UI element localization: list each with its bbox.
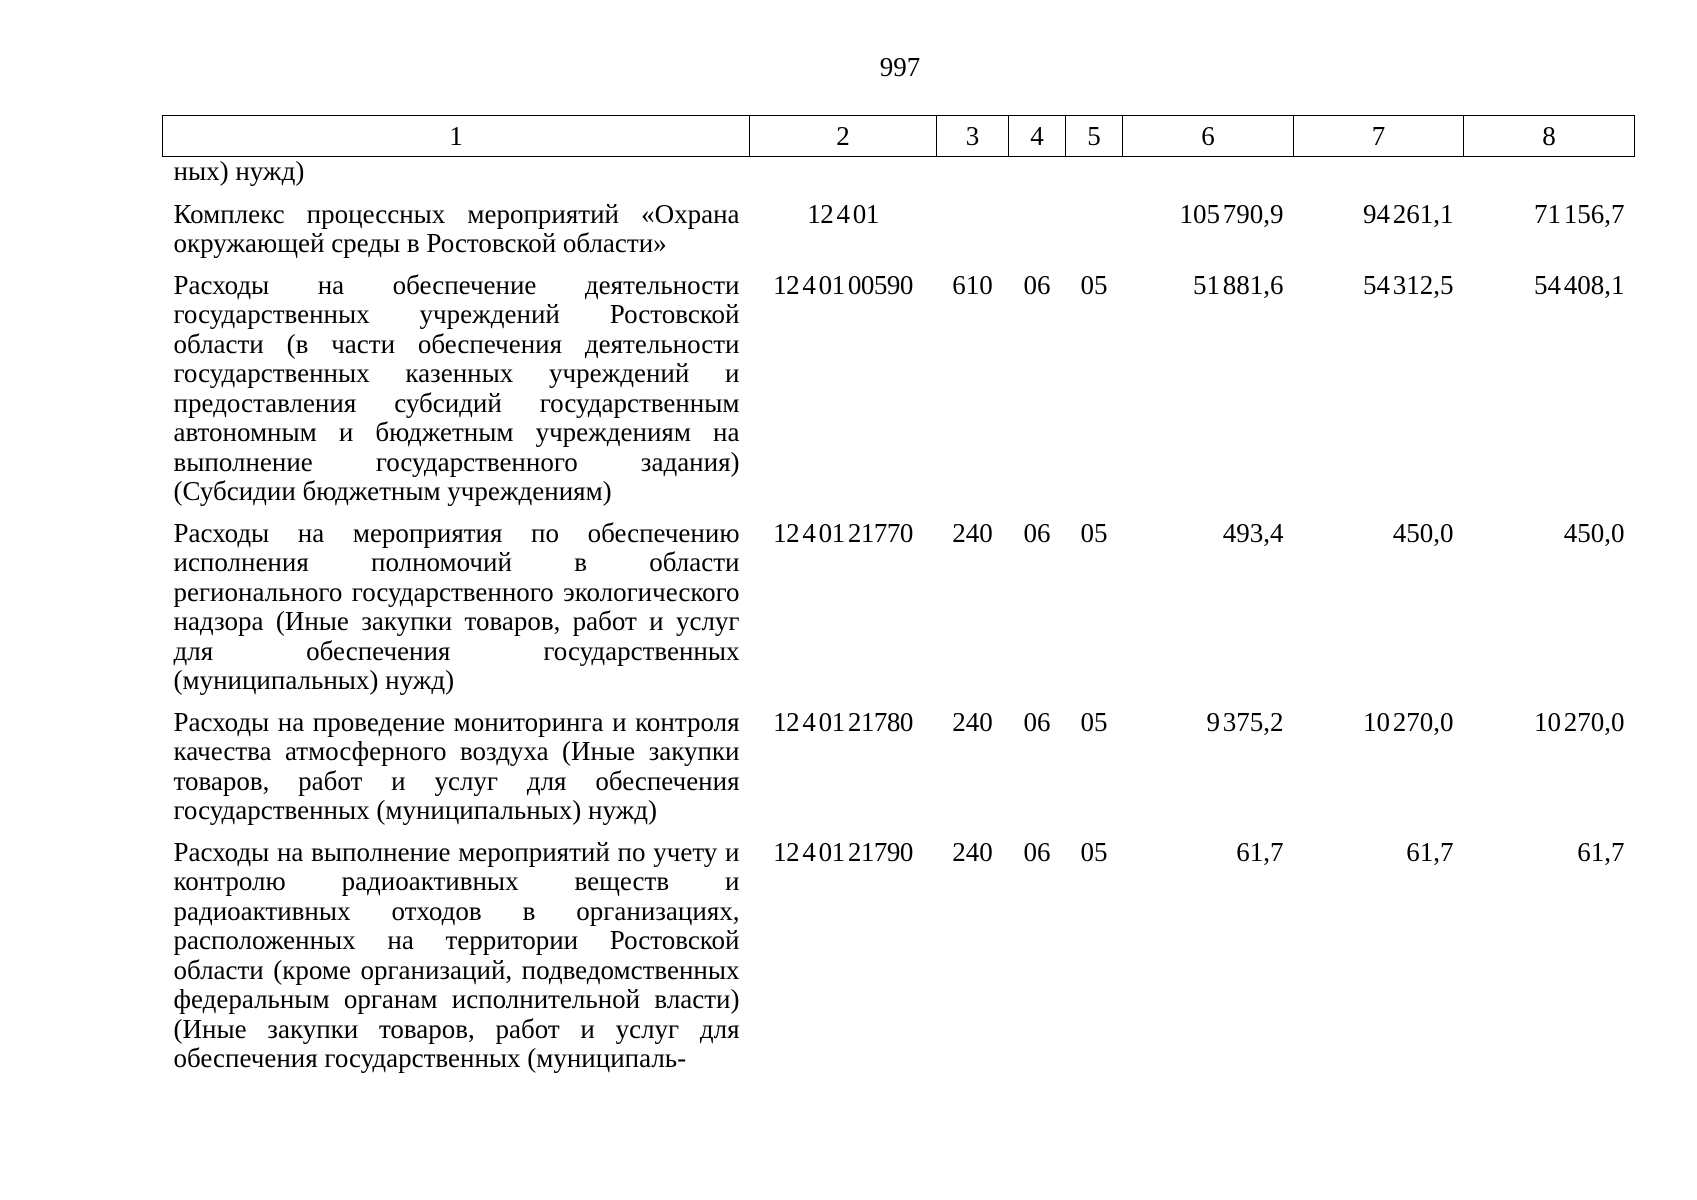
table-row	[163, 838, 1635, 1086]
table-row	[163, 519, 1635, 708]
row-name: Комплекс процессных мероприятий «Охрана окружающей среды в Ростовской области»	[173, 198, 740, 258]
row-vr: 240	[952, 517, 993, 548]
row-value-col8: 61,7	[1577, 836, 1625, 867]
row-value-col7: 94 261,1	[1363, 198, 1454, 229]
row-code: 12 4 01 21770	[773, 517, 913, 548]
row-rz: 06	[1023, 706, 1051, 737]
header-col-3: 3	[937, 116, 1009, 157]
row-value-col7: 54 312,5	[1363, 269, 1454, 300]
row-vr: 240	[952, 836, 993, 867]
row-name: Расходы на выполнение мероприятий по учету и контролю радиоактивных веществ и радиоактивных отходов в организациях, расположенных на территории Ростовской области (кроме организаций, подведомственных федеральным органам исполнительной власти) (Иные закупки товаров, работ и услуг для обеспечения государственных (муниципаль-	[173, 836, 740, 1073]
header-col-7: 7	[1294, 116, 1464, 157]
row-value-col6: 105 790,9	[1179, 198, 1284, 229]
table-row	[163, 200, 1635, 271]
row-value-col6: 61,7	[1236, 836, 1284, 867]
row-value-col7: 450,0	[1392, 517, 1454, 548]
row-value-col7: 10 270,0	[1363, 706, 1454, 737]
row-name: Расходы на проведение мониторинга и контроля качества атмосферного воздуха (Иные закупки товаров, работ и услуг для обеспечения государственных (муниципальных) нужд)	[173, 706, 740, 825]
row-pr: 05	[1080, 836, 1108, 867]
row-value-col8: 10 270,0	[1534, 706, 1625, 737]
table-row	[163, 271, 1635, 519]
table-row	[163, 708, 1635, 838]
header-col-5: 5	[1066, 116, 1123, 157]
continuation-row	[163, 157, 1635, 200]
page-number: 997	[879, 52, 921, 82]
row-pr: 05	[1080, 517, 1108, 548]
table-header	[163, 116, 1635, 157]
row-code: 12 4 01 00590	[773, 269, 913, 300]
header-col-1: 1	[163, 116, 750, 157]
header-row	[163, 116, 1635, 157]
header-col-8: 8	[1464, 116, 1635, 157]
row-vr: 240	[952, 706, 993, 737]
row-name: Расходы на мероприятия по обеспечению исполнения полномочий в области регионального государственного экологического надзора (Иные закупки товаров, работ и услуг для обеспечения государственных (муниципальных) нужд)	[173, 517, 740, 695]
row-code: 12 4 01 21790	[773, 836, 913, 867]
row-vr	[937, 200, 1009, 271]
row-pr: 05	[1080, 269, 1108, 300]
row-vr: 610	[952, 269, 993, 300]
row-value-col8: 54 408,1	[1534, 269, 1625, 300]
row-value-col6: 9 375,2	[1206, 706, 1284, 737]
continuation-text: ных) нужд)	[173, 156, 305, 186]
row-value-col6: 493,4	[1222, 517, 1284, 548]
table-body	[163, 157, 1635, 1086]
row-rz: 06	[1023, 269, 1051, 300]
header-col-6: 6	[1123, 116, 1294, 157]
row-name: Расходы на обеспечение деятельности государственных учреждений Ростовской области (в части обеспечения деятельности государственных казенных учреждений и предоставления субсидий государственным автономным и бюджетным учреждениям на выполнение государственного задания) (Субсидии бюджетным учреждениям)	[173, 269, 740, 506]
header-col-4: 4	[1009, 116, 1066, 157]
row-pr: 05	[1080, 706, 1108, 737]
budget-table	[162, 115, 1635, 1086]
row-rz: 06	[1023, 836, 1051, 867]
row-value-col8: 71 156,7	[1534, 198, 1625, 229]
row-value-col7: 61,7	[1406, 836, 1454, 867]
row-rz	[1009, 200, 1066, 271]
row-code: 12 4 01 21780	[773, 706, 913, 737]
row-rz: 06	[1023, 517, 1051, 548]
header-col-2: 2	[750, 116, 937, 157]
row-pr	[1066, 200, 1123, 271]
row-value-col8: 450,0	[1563, 517, 1625, 548]
row-code: 12 4 01	[807, 198, 879, 229]
row-value-col6: 51 881,6	[1193, 269, 1284, 300]
